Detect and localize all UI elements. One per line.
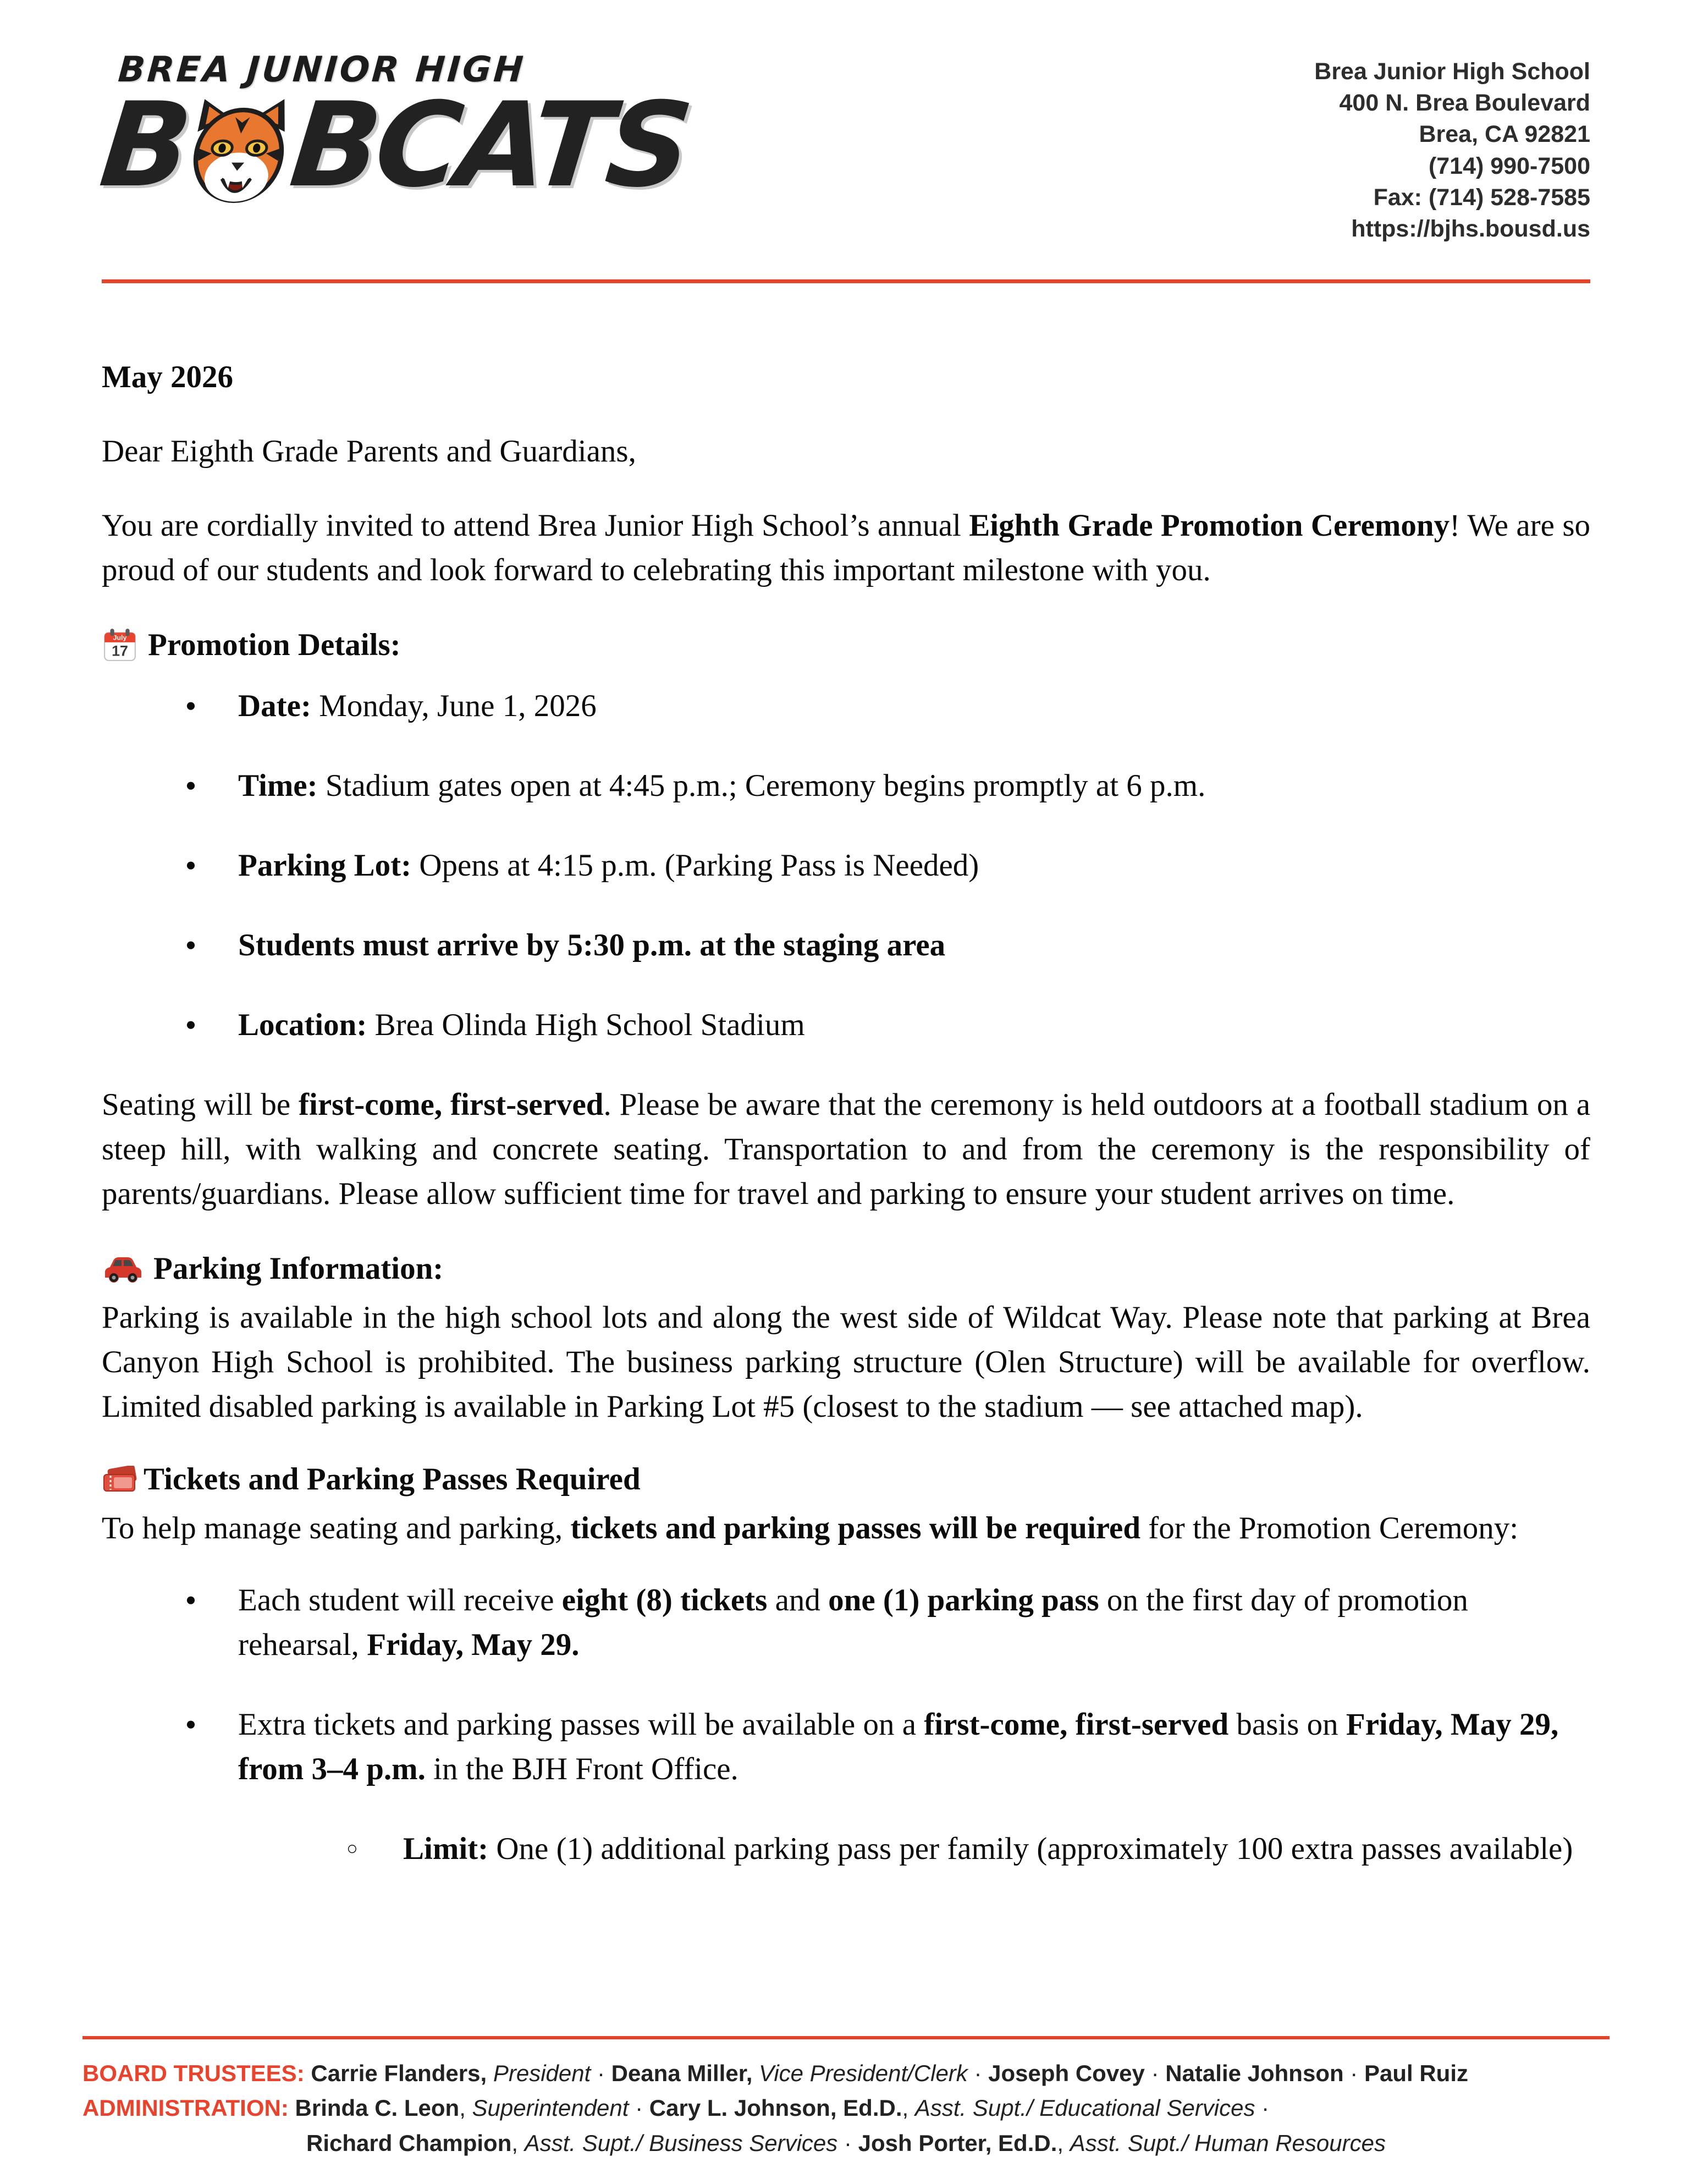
list-item-ticket-allotment: ● Each student will receive eight (8) tickets and one (1) parking pass on the first day of promotion rehearsal, Friday, May 29. <box>102 1578 1590 1667</box>
tickets-heading-label: Tickets and Parking Passes Required <box>144 1462 641 1497</box>
salutation: Dear Eighth Grade Parents and Guardians, <box>102 434 636 469</box>
administration-label: ADMINISTRATION: <box>82 2095 289 2121</box>
logo-main-suffix: BCATS <box>284 76 694 213</box>
tickets-intro-paragraph: To help manage seating and parking, tickets and parking passes will be required for the Promotion Ceremony: <box>102 1511 1519 1545</box>
calendar-icon <box>102 627 138 663</box>
school-website-link[interactable]: https://bjhs.bousd.us <box>1351 215 1590 242</box>
logo-main-prefix: B <box>95 76 194 213</box>
school-name: Brea Junior High School <box>1314 58 1590 85</box>
list-item-location: ● Location: Brea Olinda High School Stadium <box>102 1003 1590 1047</box>
list-item-arrival: ● Students must arrive by 5:30 p.m. at the staging area <box>102 923 1590 967</box>
parking-paragraph: Parking is available in the high school lots and along the west side of Wildcat Way. Please note that parking at Brea Canyon High School is prohibited. The business parking structure (Olen Structure) will be available for overflow. Limited disabled parking is available in Parking Lot #5 (closest to the stadium — see attached map). <box>102 1300 1590 1424</box>
school-address-city: Brea, CA 92821 <box>1419 121 1590 148</box>
calendar-icon-month: July <box>113 634 127 642</box>
bobcat-mascot-icon <box>178 93 300 212</box>
tickets-heading <box>102 1456 1590 1503</box>
board-trustees-names: Carrie Flanders, President · Deana Miller, Vice President/Clerk · Joseph Covey · Natalie Johnson · Paul Ruiz <box>311 2060 1468 2086</box>
list-item-parking-lot: ● Parking Lot: Opens at 4:15 p.m. (Parking Pass is Needed) <box>102 843 1590 888</box>
administration-line-2: Richard Champion, Asst. Supt./ Business Services · Josh Porter, Ed.D., Asst. Supt./ Human Resources <box>306 2130 1386 2157</box>
tickets-sublist <box>102 1827 1590 1871</box>
parking-info-heading <box>102 1246 1590 1292</box>
school-address-street: 400 N. Brea Boulevard <box>1339 90 1590 117</box>
promotion-details-list <box>102 684 1590 1047</box>
administration-names: Brinda C. Leon, Superintendent · Cary L. Johnson, Ed.D., Asst. Supt./ Educational Services · <box>295 2095 1270 2121</box>
list-item-extra-tickets: ● Extra tickets and parking passes will be available on a first-come, first-served basis on Friday, May 29, from 3–4 p.m. in the BJH Front Office. <box>102 1702 1590 1791</box>
car-icon <box>102 1255 144 1283</box>
letter-body <box>102 355 1590 1893</box>
logo-text-main <box>95 76 694 213</box>
logo-text-top: BREA JUNIOR HIGH <box>117 49 527 90</box>
list-item-limit: ○ Limit: One (1) additional parking pass per family (approximately 100 extra passes available) <box>102 1827 1590 1871</box>
letter-date: May 2026 <box>102 360 234 394</box>
list-item-date: ● Date: Monday, June 1, 2026 <box>102 684 1590 728</box>
school-fax: Fax: (714) 528-7585 <box>1373 184 1590 211</box>
intro-paragraph: You are cordially invited to attend Brea Junior High School’s annual Eighth Grade Promotion Ceremony! We are so proud of our students and look forward to celebrating this important milestone with you. <box>102 508 1591 587</box>
school-contact-block <box>1314 49 1590 245</box>
promotion-details-heading-label: Promotion Details: <box>148 628 401 662</box>
administration-line <box>82 2091 1610 2126</box>
school-phone: (714) 990-7500 <box>1428 152 1590 179</box>
promotion-details-heading <box>102 622 1590 668</box>
tickets-list <box>102 1578 1590 1791</box>
calendar-icon-day: 17 <box>112 642 128 659</box>
parking-info-heading-label: Parking Information: <box>153 1251 444 1286</box>
letterhead <box>95 49 1590 245</box>
list-item-time: ● Time: Stadium gates open at 4:45 p.m.; Ceremony begins promptly at 6 p.m. <box>102 763 1590 808</box>
header-divider <box>102 279 1590 283</box>
ticket-icon <box>102 1466 139 1493</box>
letter-footer <box>82 2036 1610 2161</box>
footer-divider <box>82 2036 1610 2039</box>
board-trustees-line <box>82 2056 1610 2091</box>
seating-paragraph: Seating will be first-come, first-served. Please be aware that the ceremony is held outdoors at a football stadium on a steep hill, with walking and concrete seating. Transportation to and from the ceremony is the responsibility of parents/guardians. Please allow sufficient time for travel and parking to ensure your student arrives on time. <box>102 1087 1591 1211</box>
school-logo <box>95 49 694 213</box>
board-trustees-label: BOARD TRUSTEES: <box>82 2060 305 2086</box>
